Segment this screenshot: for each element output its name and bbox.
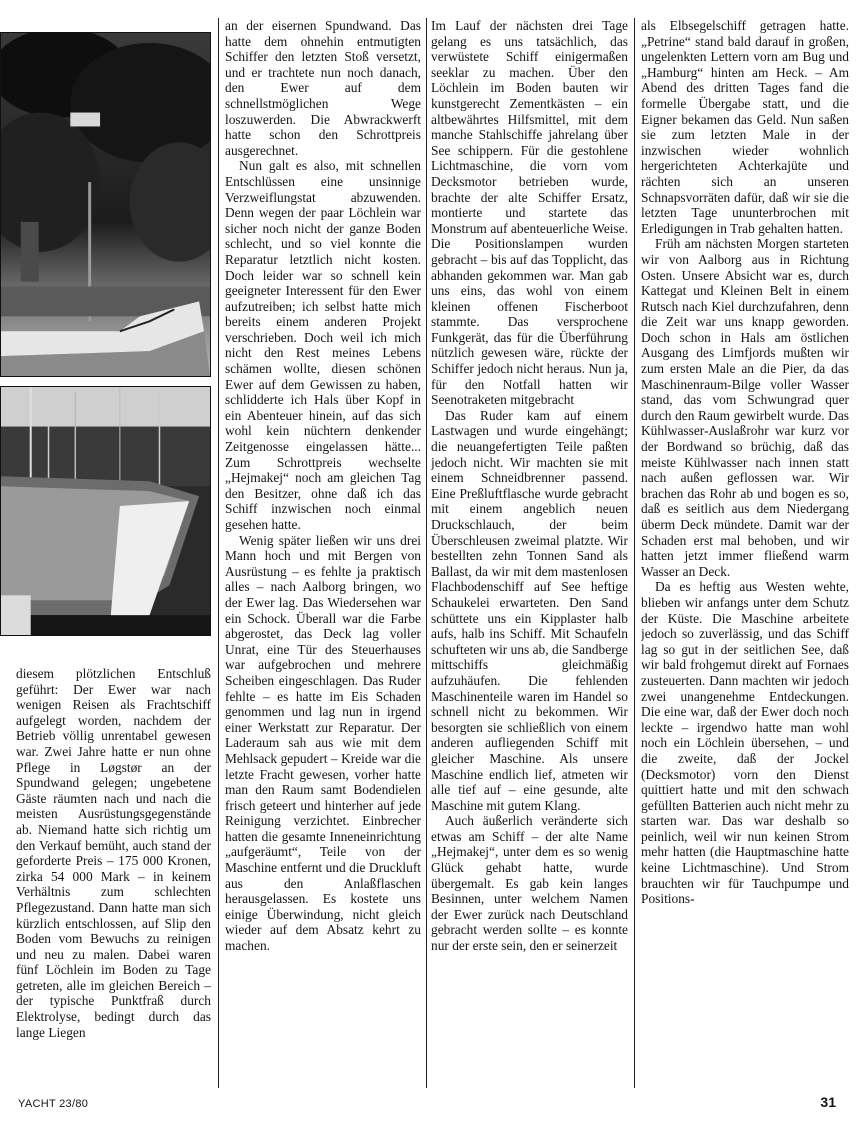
column-rule — [634, 18, 635, 1088]
text-column-2 — [225, 18, 421, 1092]
paragraph: Im Lauf der nächsten drei Tage gelang es uns tatsächlich, das verwüstete Schiff einigermaßen seeklar zu machen. Über den Löchlein im Boden bauten wir kunstgerecht Zementkästen – ein altbewährtes Hilfsmittel, mit dem manche Stahlschiffe jahrelang über See schippern. Für die gestohlene Lichtmaschine, die vorn vom Decksmotor betrieben wurde, brachte der alte Schiffer Ersatz, montierte und startete das Monstrum auf abenteuerliche Weise. Die Positionslampen wurden gebracht – bis auf das Topplicht, das abhanden gekommen war. Man gab uns eins, das wohl von einem kleinen offenen Fischerboot stammte. Das versprochene Funkgerät, das für die Überführung nützlich gewesen wäre, rückte der Schiffer jedoch nicht heraus. Nun ja, für den Notfall hatten wir Seenotraketen mitgebracht — [431, 18, 628, 408]
paragraph: Da es heftig aus Westen wehte, blieben wir anfangs unter dem Schutz der Küste. Die Maschine arbeitete jedoch so zuverlässig, und das Schiff lag so gut in der seitlichen See, daß wir bald frohgemut direkt auf Fornaes zusteuerten. Dann machten wir jedoch zwei unangenehme Entdeckungen. Die eine war, daß der Ewer doch noch leckte – irgendwo hatte man wohl noch ein Löchlein übersehen, – und die zweite, daß der Jockel (Decksmotor) vorn den Dienst quittiert hatte und mit den schwach gefüllten Batterien auch nicht mehr zu starten war. Das war deshalb so peinlich, weil wir nun keinen Strom mehr hatten (die Hauptmaschine hatte keine Lichtmaschine). Und Strom brauchten wir für Tauchpumpe und Positions- — [641, 579, 849, 907]
harbour-photo-top — [0, 32, 211, 377]
column-rule — [426, 18, 427, 1088]
paragraph: Früh am nächsten Morgen starteten wir von Aalborg aus in Richtung Osten. Unsere Absicht war es, durch Kattegat und Kleinen Belt in einem Rutsch nach Kiel durchzufahren, denn die Zeit war uns knapp geworden. Doch schon in Hals am östlichen Ausgang des Limfjords mußten wir zum ersten Male an die Pier, da das Maschinenraum-Bilge voller Wasser stand, das vom Schwungrad quer durch den Raum gewirbelt wurde. Das Kühlwasser-Auslaßrohr war kurz vor der Bordwand so brüchig, daß das meiste Kühlwasser nach innen statt nach außen geflossen war. Wir brachen das Rohr ab und bogen es so, daß es seitlich aus dem Niedergang überm Deck mündete. Damit war der Schaden erst mal behoben, und wir hatten jetzt immer fließend warm Wasser an Deck. — [641, 236, 849, 579]
page-number: 31 — [820, 1094, 836, 1110]
harbour-photo-bottom — [0, 386, 211, 636]
paragraph: Das Ruder kam auf einem Lastwagen und wurde eingehängt; die neuangefertigten Teile paßten jedoch nicht. Wir machten sie mit einem Schneidbrenner passend. Eine Preßluftflasche wurde gebracht mit einem angeblich neuen Druckschlauch, der beim Überschleusen zweimal platzte. Wir bestellten zehn Tonnen Sand als Ballast, da wir mit dem mastenlosen Flachbodenschiff auf See heftige Schaukelei erwarteten. Den Sand schüttete uns ein Kipplaster halb aufs, halb ins Schiff. Mit Schaufeln schufteten wir uns ab, die Sandberge mittschiffs gleichmäßig aufzuhäufen. Die fehlenden Maschinenteile waren im Handel so schnell nicht zu bekommen. Wir besorgten sie schließlich von einem anderen aufliegenden Schiff mit gleicher Maschine. Als unsere Maschine endlich lief, atmeten wir alle tief auf – eine gesunde, alte Maschine mit gutem Klang. — [431, 407, 628, 813]
issue-label: YACHT 23/80 — [18, 1098, 89, 1110]
paragraph: Nun galt es also, mit schnellen Entschlüssen eine unsinnige Verzweiflungstat abzuwenden. Denn wegen der paar Löchlein war sicher noch nicht der ganze Boden schlecht, und so viel konnte die Reparatur letztlich nicht kosten. Doch leider war so schnell kein geeigneter Interessent für den Ewer aufzutreiben; ich selbst hatte mich bereits einem anderen Projekt verschrieben. Doch weil ich mich nicht den Rest meines Lebens schämen wollte, diesen schönen Ewer auf dem Gewissen zu haben, schlidderte ich Hals über Kopf in ein Abenteuer hinein, auf das sich wohl kein nüchtern denkender Zeitgenosse eingelassen hätte... Zum Schrottpreis wechselte „Hejmakej“ noch am gleichen Tag den Besitzer, ohne daß ich das Schiff inzwischen noch einmal gesehen hatte. — [225, 158, 421, 532]
paragraph: diesem plötzlichen Entschluß geführt: Der Ewer war nach wenigen Reisen als Frachtschiff aufgelegt worden, nachdem der Betrieb völlig unrentabel gewesen war. Zwei Jahre hatte er nun ohne Pflege in Løgstør an der Spundwand gelegen; ungebetene Gäste räumten nach und nach die meisten Ausrüstungsgegenstände ab. Niemand hatte sich richtig um den Verkauf bemüht, auch stand der geforderte Preis – 175 000 Kronen, zirka 54 000 Mark – in keinem Verhältnis zum schlechten Pflegezustand. Dann hatte man sich kürzlich entschlossen, auf Slip den Boden vom Bewuchs zu reinigen und neu zu malen. Dabei waren fünf Löchlein im Boden zu Tage getreten, alle im gleichen Bereich – der typische Punktfraß durch Elektrolyse, bedingt durch das lange Liegen — [16, 666, 211, 1040]
column-rule — [218, 18, 219, 1088]
text-column-4 — [641, 18, 849, 1092]
paragraph: Wenig später ließen wir uns drei Mann hoch und mit Bergen von Ausrüstung – es fehlte ja praktisch alles – nach Aalborg bringen, wo der Ewer lag. Das Wiedersehen war ein Schock. Überall war die Farbe abgerostet, das Deck lag voller Unrat, eine Tür des Steuerhauses war aufgebrochen und mehrere Scheiben eingeschlagen. Das Ruder fehlte – es hatte im Eis Schaden genommen und lag nun in irgend einer Werkstatt zur Reparatur. Der Laderaum sah aus wie mit dem Mehlsack gepudert – Kreide war die letzte Fracht gewesen, vorher hatte man den Raum samt Bodendielen frisch geteert und hinterher auf jede Reinigung verzichtet. Einbrecher hatten die gesamte Inneneinrichtung „aufgeräumt“, Teile von der Maschine entfernt und die Druckluft aus den Anlaßflaschen herausgelassen. Es kostete uns einige Überwindung, nicht gleich wieder auf dem Absatz kehrt zu machen. — [225, 532, 421, 954]
text-column-1 — [16, 666, 211, 1092]
text-column-3 — [431, 18, 628, 1092]
paragraph: als Elbsegelschiff getragen hatte. „Petrine“ stand bald darauf in großen, ungelenkten Lettern vorn am Bug und „Hamburg“ hinten am Heck. – Am Abend des dritten Tages fand die formelle Übergabe statt, und die Eigner bekamen das Geld. Nun saßen sie zum letzten Male in der inzwischen wieder wohnlich hergerichteten Achterkajüte und rächten sich an unseren Schnapsvorräten dafür, daß wir sie die letzten Tage ununterbrochen mit Erledigungen in Trab gehalten hatten. — [641, 18, 849, 236]
paragraph: Auch äußerlich veränderte sich etwas am Schiff – der alte Name „Hejmakej“, unter dem es so wenig Glück gehabt hatte, wurde übergemalt. Es gab kein langes Besinnen, unter welchem Namen der Ewer zurück nach Deutschland gebracht werden sollte – es konnte nur der erste sein, den er seinerzeit — [431, 813, 628, 954]
paragraph: an der eisernen Spundwand. Das hatte dem ohnehin entmutigten Schiffer den letzten Stoß versetzt, und er trachtete nun noch danach, den Ewer auf dem schnellstmöglichen Wege loszuwerden. Die Abwrackwerft hatte schon den Schrottpreis ausgerechnet. — [225, 18, 421, 158]
